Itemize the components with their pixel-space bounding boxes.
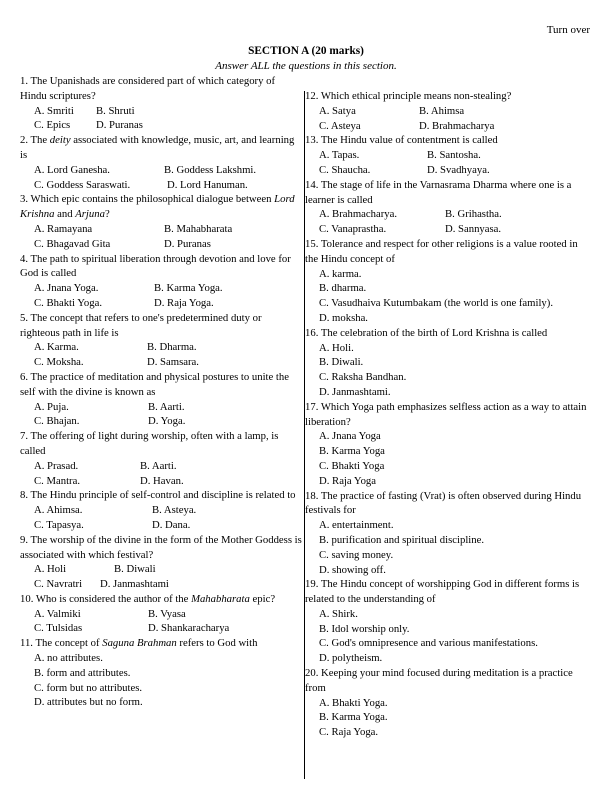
question-text: 10. Who is considered the author of the Mahabharata epic? [20, 592, 276, 605]
question-12 [305, 89, 593, 133]
option: A. Shirk. [319, 607, 358, 620]
question-13 [305, 133, 593, 177]
option: D. Havan. [140, 474, 184, 487]
option: D. Sannyasa. [445, 223, 502, 236]
option: C. Raksha Bandhan. [319, 371, 407, 384]
question-6 [20, 370, 303, 429]
option: B. Diwali [114, 563, 156, 576]
option: C. Raja Yoga. [319, 726, 379, 739]
option: B. Goddess Lakshmi. [164, 163, 257, 176]
option: D. Samsara. [147, 356, 199, 369]
option: D. Puranas [96, 119, 143, 132]
option: B. Grihastha. [445, 208, 502, 221]
question-text: 20. Keeping your mind focused during meditation is a practice from [305, 667, 573, 694]
question-text: 18. The practice of fasting (Vrat) is often observed during Hindu festivals for [305, 489, 582, 517]
question-text: 11. The concept of Saguna Brahman refers to God with [20, 637, 258, 650]
option: D. Lord Hanuman. [167, 178, 248, 191]
question-text: 2. The deity associated with knowledge, music, art, and learning is [20, 134, 295, 161]
question-14 [305, 178, 593, 237]
option: B. purification and spiritual discipline. [319, 533, 485, 546]
option: A. Puja. [34, 400, 69, 413]
question-16 [305, 326, 593, 400]
question-5 [20, 311, 303, 370]
option: C. Bhagavad Gita [34, 237, 111, 250]
question-text: 14. The stage of life in the Varnasrama Dharma where one is a learner is called [305, 178, 572, 206]
question-17 [305, 400, 593, 489]
option: C. Mantra. [34, 474, 81, 487]
question-text: 16. The celebration of the birth of Lord Krishna is called [305, 326, 548, 339]
option: C. Tulsidas [34, 622, 83, 635]
option: D. Raja Yoga. [154, 296, 214, 309]
option: B. Mahabharata [164, 222, 233, 235]
option: C. Navratri [34, 578, 83, 591]
question-text: 19. The Hindu concept of worshipping God in different forms is related to the understanding of [305, 578, 580, 606]
option: A. Prasad. [34, 459, 79, 472]
option: A. Satya [319, 104, 356, 117]
option: B. Asteya. [152, 504, 197, 517]
question-text: 5. The concept that refers to one's predetermined duty or righteous path in life is [20, 311, 262, 339]
option: C. God's omnipresence and various manifestations. [319, 637, 538, 650]
option: C. Vanaprastha. [319, 223, 387, 236]
option: D. Dana. [152, 518, 191, 531]
option: C. Goddess Saraswati. [34, 178, 131, 191]
option: A. Karma. [34, 341, 79, 354]
option: D. Shankaracharya [148, 622, 230, 635]
option: C. Bhakti Yoga [319, 459, 385, 472]
question-20 [305, 666, 593, 740]
question-8 [20, 488, 303, 532]
option: C. Vasudhaiva Kutumbakam (the world is one family). [319, 297, 553, 310]
option: D. Janmashtami. [319, 385, 391, 398]
option: A. Brahmacharya. [319, 208, 398, 221]
option: D. Raja Yoga [319, 474, 377, 487]
option: D. Svadhyaya. [427, 163, 490, 176]
question-3 [20, 192, 303, 251]
left-column [20, 74, 303, 710]
option: C. Bhakti Yoga. [34, 296, 102, 309]
option: C. form but no attributes. [34, 681, 143, 694]
option: B. Karma Yoga [319, 445, 385, 458]
option: C. Bhajan. [34, 415, 80, 428]
option: B. Aarti. [140, 459, 177, 472]
question-9 [20, 533, 303, 592]
option: A. Bhakti Yoga. [319, 696, 388, 709]
question-10 [20, 592, 303, 636]
option: C. Tapasya. [34, 518, 84, 531]
question-text: 4. The path to spiritual liberation through devotion and love for God is called [20, 252, 291, 280]
option: D. Brahmacharya [419, 119, 495, 132]
question-text: 12. Which ethical principle means non-stealing? [305, 90, 512, 102]
option: A. Valmiki [34, 607, 81, 620]
option: B. Karma Yoga. [319, 711, 388, 724]
question-text: 17. Which Yoga path emphasizes selfless action as a way to attain liberation? [305, 400, 587, 428]
question-7 [20, 429, 303, 488]
question-text: 3. Which epic contains the philosophical dialogue between Lord Krishna and Arjuna? [20, 193, 295, 221]
question-19 [305, 577, 593, 666]
section-title: SECTION A (20 marks) [248, 45, 364, 57]
option: A. entertainment. [319, 519, 394, 532]
option: A. Tapas. [319, 149, 360, 162]
option: D. moksha. [319, 311, 368, 324]
section-instruction: Answer ALL the questions in this section. [215, 60, 397, 72]
turn-over-note: Turn over [546, 24, 590, 36]
question-text: 8. The Hindu principle of self-control and discipline is related to [20, 489, 296, 502]
question-1 [20, 74, 303, 133]
option: A. Jnana Yoga. [34, 282, 99, 295]
question-15 [305, 237, 593, 326]
option: B. Shruti [96, 104, 135, 117]
option: A. Holi [34, 563, 67, 576]
option: B. dharma. [319, 282, 367, 295]
option: D. Yoga. [148, 415, 186, 428]
question-text: 7. The offering of light during worship, often with a lamp, is called [20, 430, 279, 457]
question-11 [20, 636, 303, 710]
option: B. Santosha. [427, 149, 481, 162]
option: B. Ahimsa [419, 104, 465, 117]
option: D. polytheism. [319, 652, 383, 665]
question-4 [20, 252, 303, 311]
option: A. Lord Ganesha. [34, 163, 110, 176]
option: B. form and attributes. [34, 666, 131, 679]
question-text: 6. The practice of meditation and physical postures to unite the self with the divine is known as [20, 370, 289, 398]
option: B. Diwali. [319, 356, 364, 369]
question-18 [305, 489, 593, 578]
option: A. Holi. [319, 341, 354, 354]
question-text: 1. The Upanishads are considered part of which category of Hindu scriptures? [20, 75, 276, 102]
option: D. showing off. [319, 563, 386, 576]
option: D. Puranas [164, 237, 211, 250]
option: B. Karma Yoga. [154, 282, 223, 295]
option: C. saving money. [319, 548, 394, 561]
option: A. Ramayana [34, 222, 93, 235]
option: C. Epics [34, 119, 71, 132]
question-text: 13. The Hindu value of contentment is called [305, 134, 498, 147]
option: A. Jnana Yoga [319, 430, 381, 443]
question-2 [20, 133, 303, 192]
option: A. Ahimsa. [34, 504, 83, 517]
option: B. Dharma. [147, 341, 197, 354]
option: B. Aarti. [148, 400, 185, 413]
option: C. Shaucha. [319, 163, 371, 176]
option: D. attributes but no form. [34, 696, 143, 709]
option: A. no attributes. [34, 652, 103, 665]
option: D. Janmashtami [100, 578, 169, 591]
option: C. Asteya [319, 119, 361, 132]
option: C. Moksha. [34, 356, 84, 369]
option: A. karma. [319, 267, 362, 280]
option: B. Vyasa [148, 607, 186, 620]
option: A. Smriti [34, 104, 74, 117]
right-column [305, 89, 593, 740]
option: B. Idol worship only. [319, 622, 410, 635]
question-text: 15. Tolerance and respect for other religions is a value rooted in the Hindu concept of [305, 237, 578, 265]
question-text: 9. The worship of the divine in the form of the Mother Goddess is associated with which festival? [20, 533, 302, 561]
